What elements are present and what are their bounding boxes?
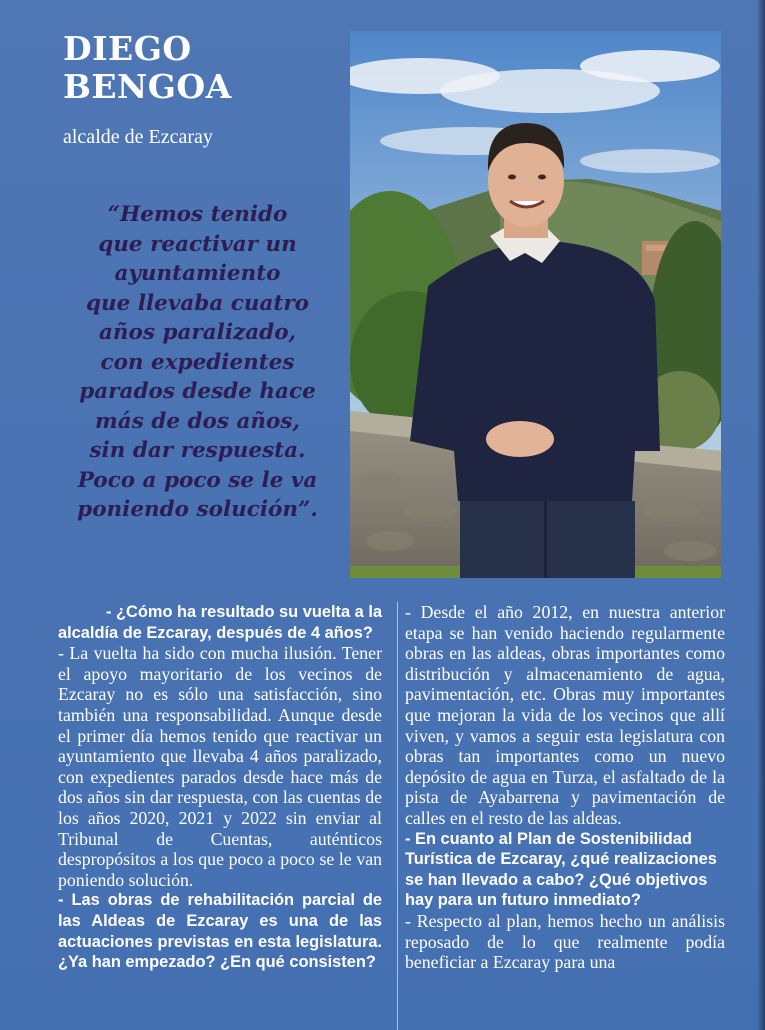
portrait-illustration: [350, 31, 721, 578]
quote-line: con expedientes: [100, 349, 295, 375]
pull-quote: [55, 200, 340, 525]
interview-question: - Las obras de rehabilitación parcial de las Aldeas de Ezcaray es una de las actuaciones previstas en esta legislatura. ¿Ya han empezado? ¿En qué consisten?: [58, 891, 382, 972]
interview-question: - En cuanto al Plan de Sostenibilidad Turística de Ezcaray, ¿qué realizaciones se han llevado a cabo? ¿Qué objetivos hay para un futuro inmediato?: [405, 829, 717, 910]
column-divider: [397, 602, 398, 1030]
interviewee-name: [63, 30, 232, 106]
quote-line: sin dar respuesta.: [89, 438, 306, 463]
interview-answer: - Respecto al plan, hemos hecho un análisis reposado de lo que realmente podía beneficiar a Ezcaray para una: [405, 910, 725, 973]
name-line-1: DIEGO: [63, 29, 192, 68]
interview-answer: - Desde el año 2012, en nuestra anterior etapa se han venido haciendo regularmente obras en las aldeas, obras importantes como distribución y almacenamiento de agua, pavimentación, etc. Obras muy importantes que mejoran la vida de los vecinos que allí viven, y vamos a seguir esta legislatura con obras tan importantes como un nuevo depósito de agua en Turza, el asfaltado de la pista de Ayabarrena y pavimentación de calles en el resto de las aldeas.: [405, 602, 725, 828]
quote-line: que llevaba cuatro: [86, 290, 309, 316]
quote-line: parados desde hace: [79, 379, 316, 404]
interview-question: - ¿Cómo ha resultado su vuelta a la alcaldía de Ezcaray, después de 4 años?: [58, 603, 382, 642]
quote-line: Poco a poco se le va: [77, 467, 318, 493]
quote-line: que reactivar un: [98, 231, 297, 257]
portrait-photo: [350, 31, 721, 578]
quote-line: ayuntamiento: [114, 261, 281, 286]
interviewee-role: alcalde de Ezcaray: [63, 126, 213, 148]
page-edge-shadow: [757, 0, 765, 1030]
quote-line: más de dos años,: [95, 408, 300, 434]
name-line-2: BENGOA: [63, 67, 232, 106]
interview-answer: - La vuelta ha sido con mucha ilusión. Tener el apoyo mayoritario de los vecinos de Ezcaray no es sólo una satisfacción, sino también una responsabilidad. Aunque desde el primer día hemos tenido que reactivar un ayuntamiento que llevaba 4 años paralizado, con expedientes parados desde hace más de dos años sin dar respuesta, con las cuentas de los años 2020, 2021 y 2022 sin enviar al Tribunal de Cuentas, auténticos despropósitos a los que poco a poco se le van poniendo solución.: [58, 643, 382, 890]
interview-column-left: [58, 602, 382, 973]
quote-line: “Hemos tenido: [107, 202, 288, 227]
interview-column-right: [405, 602, 725, 973]
quote-line: poniendo solución”.: [77, 497, 318, 522]
quote-line: años paralizado,: [98, 320, 297, 345]
